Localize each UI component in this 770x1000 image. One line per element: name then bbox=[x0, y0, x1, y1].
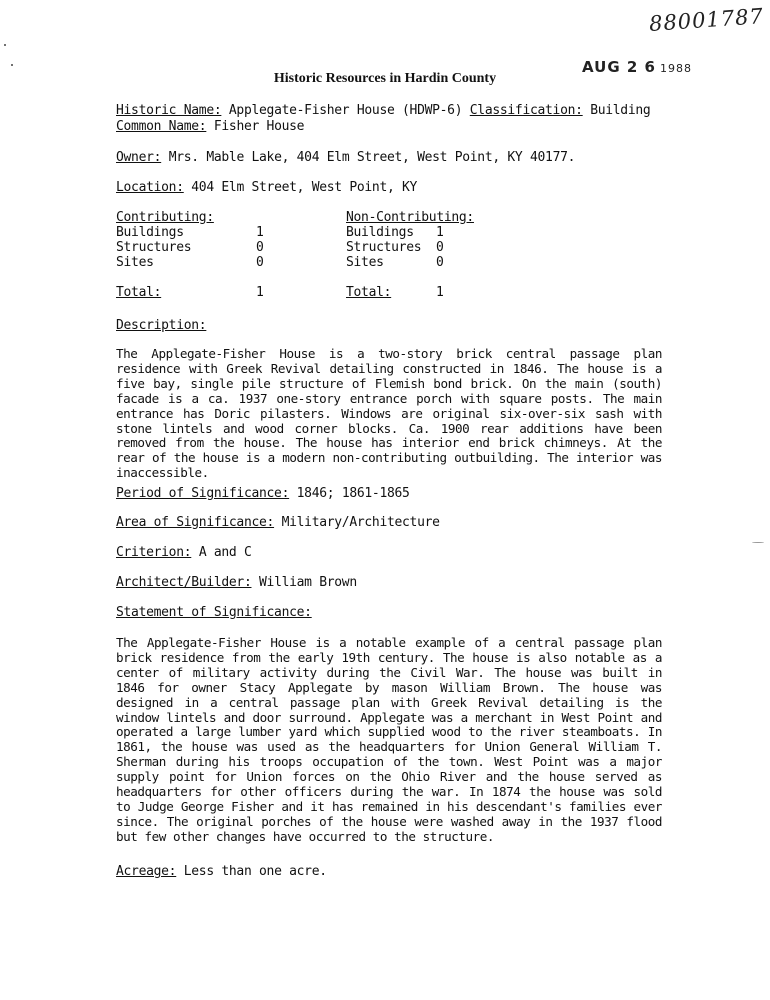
non-contributing-row-structures: Structures 0 bbox=[346, 240, 444, 255]
stamp-year: 1988 bbox=[659, 62, 692, 75]
owner-line bbox=[116, 150, 575, 165]
contributing-row-sites: Sites 0 bbox=[116, 255, 264, 270]
contributing-total-row bbox=[116, 285, 264, 300]
stamp-month-day: AUG 2 6 bbox=[582, 58, 656, 76]
scan-speck bbox=[11, 64, 13, 66]
description-heading: Description: bbox=[116, 318, 207, 333]
contributing-table bbox=[116, 210, 264, 300]
period-line bbox=[116, 486, 410, 501]
contributing-heading: Contributing: bbox=[116, 210, 214, 225]
non-contributing-total-label: Total: bbox=[346, 285, 392, 300]
description-paragraph: The Applegate-Fisher House is a two-story brick central passage plan residence with Greek Revival detailing constructed in 1846. The house is a five bay, single pile structure of Flemish bond brick. On the main (south) facade is a ca. 1937 one-story entrance porch with square posts. The main entrance has Doric pilasters. Windows are original six-over-six sash with stone lintels and wood corner blocks. Ca. 1900 rear additions have been removed from the house. The house has interior end brick chimneys. At the rear of the house is a modern non-contributing outbuilding. The interior was inaccessible. bbox=[116, 346, 662, 481]
common-name-label: Common Name: bbox=[116, 119, 207, 134]
contributing-total-value: 1 bbox=[256, 285, 264, 300]
handwritten-reference-number: 88001787 bbox=[648, 4, 765, 36]
criterion-line bbox=[116, 545, 252, 560]
acreage-label: Acreage: bbox=[116, 864, 177, 879]
area-value: Military/Architecture bbox=[281, 515, 440, 530]
area-label: Area of Significance: bbox=[116, 515, 275, 530]
location-value: 404 Elm Street, West Point, KY bbox=[191, 180, 418, 195]
common-name-line bbox=[116, 119, 304, 134]
architect-label: Architect/Builder: bbox=[116, 575, 252, 590]
non-contributing-heading: Non-Contributing: bbox=[346, 210, 474, 225]
non-contributing-row-buildings: Buildings 1 bbox=[346, 225, 444, 240]
non-contributing-total-row bbox=[346, 285, 474, 300]
location-label: Location: bbox=[116, 180, 184, 195]
common-name-value: Fisher House bbox=[213, 119, 305, 134]
architect-line bbox=[116, 575, 357, 590]
scan-speck bbox=[752, 542, 764, 543]
non-contributing-table bbox=[346, 210, 474, 300]
classification-value: Building bbox=[590, 103, 651, 118]
statement-heading-line bbox=[116, 605, 312, 620]
non-contributing-total-value: 1 bbox=[436, 285, 444, 300]
statement-paragraph: The Applegate-Fisher House is a notable example of a central passage plan brick residence from the early 19th century. The house is also notable as a center of military activity during the Civil War. The house was built in 1846 for owner Stacy Applegate by mason William Brown. The house was designed in a central passage plan with Greek Revival detailing is the window lintels and door surround. Applegate was a merchant in West Point and operated a large lumber yard which supplied wood to the river steamboats. In 1861, the house was used as the headquarters for Union General William T. Sherman during his troops occupation of the town. West Point was a major supply point for Union forces on the Ohio River and the house served as headquarters for other officers during the war. In 1874 the house was sold to Judge George Fisher and it has remained in his descendant's families ever since. The original porches of the house were washed away in the 1937 flood but few other changes have occurred to the structure. bbox=[116, 635, 662, 844]
architect-value: William Brown bbox=[259, 575, 357, 590]
period-value: 1846; 1861-1865 bbox=[296, 486, 410, 501]
statement-heading: Statement of Significance: bbox=[116, 605, 312, 620]
description-heading-line bbox=[116, 318, 206, 333]
location-line bbox=[116, 180, 417, 195]
contributing-row-structures: Structures 0 bbox=[116, 240, 264, 255]
area-line bbox=[116, 515, 440, 530]
criterion-label: Criterion: bbox=[116, 545, 192, 560]
historic-name-line bbox=[116, 103, 650, 118]
non-contributing-row-sites: Sites 0 bbox=[346, 255, 444, 270]
contributing-row-buildings: Buildings 1 bbox=[116, 225, 264, 240]
historic-name-label: Historic Name: bbox=[116, 103, 222, 118]
scan-speck bbox=[4, 44, 6, 46]
acreage-line bbox=[116, 864, 327, 879]
criterion-value: A and C bbox=[198, 545, 252, 560]
classification-label: Classification: bbox=[469, 103, 583, 118]
document-title: Historic Resources in Hardin County bbox=[273, 71, 497, 86]
historic-name-value: Applegate-Fisher House (HDWP-6) bbox=[228, 103, 463, 118]
owner-value: Mrs. Mable Lake, 404 Elm Street, West Point, KY 40177. bbox=[168, 150, 576, 165]
acreage-value: Less than one acre. bbox=[183, 864, 327, 879]
owner-label: Owner: bbox=[116, 150, 162, 165]
period-label: Period of Significance: bbox=[116, 486, 290, 501]
contributing-total-label: Total: bbox=[116, 285, 162, 300]
